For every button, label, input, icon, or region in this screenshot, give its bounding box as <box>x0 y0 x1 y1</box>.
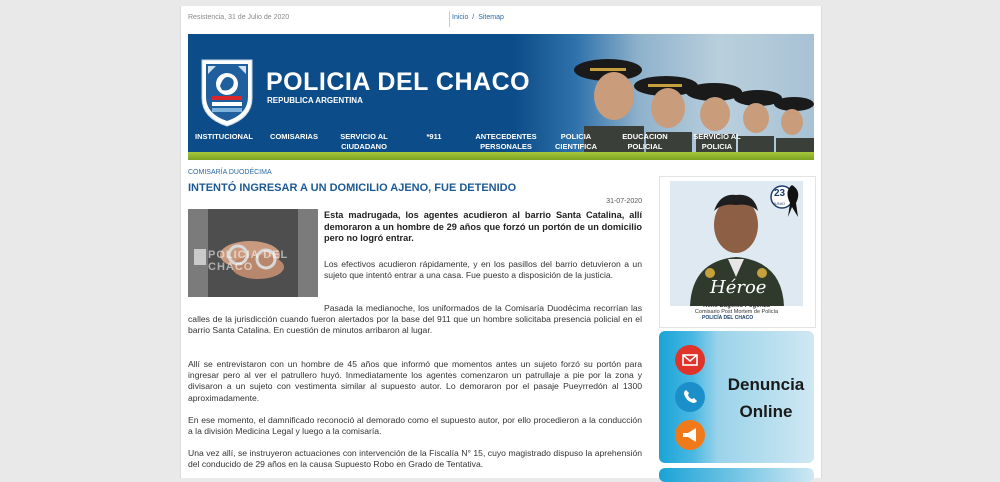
phone-icon <box>675 382 705 412</box>
hero-police-logo <box>702 315 753 321</box>
article-image[interactable] <box>188 209 318 297</box>
hero-photo <box>670 181 803 306</box>
logo-text: POLICÍA <box>702 315 723 321</box>
hero-day: 23 <box>774 188 786 199</box>
hero-caption <box>674 303 799 315</box>
denuncia-online-banner[interactable] <box>659 331 814 463</box>
police-shield-logo[interactable] <box>198 52 256 128</box>
nav-institucional[interactable] <box>192 132 256 142</box>
nav-label: INSTITUCIONAL <box>195 132 253 141</box>
nav-comisarias[interactable] <box>262 132 326 142</box>
link-separator: / <box>472 14 475 21</box>
denuncia-line: Denuncia <box>727 375 805 394</box>
article-paragraph: Allí se entrevistaron con un hombre de 45 años que informó que momentos antes un sujeto forzó su portón para ingresar pero al ver el patrullero huyó. Inmediatamente los agentes comenzaron un patrullaje a pie por la zona y divisaron a un sujeto con vestimenta similar al supuesto autor. Lo demoraron por el pasaje Pueyrredón al 1300 aproximadamente. <box>188 359 642 403</box>
hero-tribute-card[interactable] <box>659 176 816 328</box>
sitemap-link[interactable]: Sitemap <box>478 14 504 21</box>
next-sidebar-banner[interactable] <box>659 468 814 482</box>
nav-label: SERVICIO AL <box>693 132 741 141</box>
megaphone-icon <box>675 420 705 450</box>
site-title[interactable]: POLICIA DEL CHACO <box>266 68 531 96</box>
article-category[interactable]: COMISARÍA DUODÉCIMA <box>188 169 272 176</box>
nav-label: CIUDADANO <box>341 142 387 151</box>
hero-script-title: Héroe <box>710 277 767 298</box>
nav-policia-cientifica[interactable] <box>548 132 604 152</box>
article-paragraph: Una vez allí, se instruyeron actuaciones con intervención de la Fiscalía N° 15, cuyo magistrado dispuso la aprehensión del conducido de 29 años en la causa Supuesto Robo en Grado de Tentativa. <box>188 448 642 470</box>
logo-text: DEL CHACO <box>723 315 754 321</box>
nav-label: CIENTIFICA <box>554 142 598 151</box>
top-bar <box>181 6 821 32</box>
nav-educacion-policial[interactable] <box>614 132 676 152</box>
current-date: Resistencia, 31 de Julio de 2020 <box>188 14 290 21</box>
nav-label: POLICIA <box>560 132 592 141</box>
denuncia-online-label <box>721 371 811 425</box>
nav-label: COMISARIAS <box>270 132 318 141</box>
nav-label: ANTECEDENTES <box>475 132 537 141</box>
hero-month: JUNIO <box>773 201 785 206</box>
nav-label: *911 <box>426 132 442 141</box>
denuncia-line: Online <box>739 402 793 421</box>
hero-rank: Comisario Post Mortem de Policía <box>694 309 779 315</box>
banner-green-band <box>188 152 814 160</box>
nav-label: SERVICIO AL <box>340 132 388 141</box>
nav-servicio-policia[interactable] <box>684 132 750 152</box>
article-title[interactable]: INTENTÓ INGRESAR A UN DOMICILIO AJENO, FUE DETENIDO <box>188 182 517 194</box>
article-paragraph: Los efectivos acudieron rápidamente, y en los pasillos del barrio detuvieron a un sujeto que intentó entrar a una casa. Fue puesto a disposición de la justicia. <box>324 259 642 281</box>
top-links <box>452 14 504 21</box>
main-nav <box>188 132 814 152</box>
hero-name: René Eugenio Pogonza <box>703 303 770 309</box>
nav-label: POLICIAL <box>627 142 663 151</box>
page-container <box>180 6 822 478</box>
mail-icon <box>675 345 705 375</box>
nav-label: PERSONALES <box>480 142 532 151</box>
nav-servicio-ciudadano[interactable] <box>334 132 394 152</box>
nav-label: POLICIA <box>701 142 733 151</box>
article-date: 31-07-2020 <box>606 198 642 205</box>
home-link[interactable]: Inicio <box>452 14 469 21</box>
site-subtitle: REPUBLICA ARGENTINA <box>267 96 363 105</box>
top-divider <box>449 11 450 27</box>
nav-label: EDUCACION <box>622 132 668 141</box>
nav-911[interactable] <box>410 132 458 142</box>
article-paragraph: En ese momento, el damnificado reconoció al demorado como el supuesto autor, por ello procedieron a la conducción a la división Medicina Legal y luego a la comisaría. <box>188 415 642 437</box>
header-banner <box>188 34 814 152</box>
article-lead: Esta madrugada, los agentes acudieron al barrio Santa Catalina, allí demoraron a un hombre de 29 años que forzó un portón de un domicilio pero no logró entrar. <box>324 210 642 243</box>
article-paragraph: Pasada la medianoche, los uniformados de la Comisaría Duodécima recorrían las calles de la jurisdicción cuando fueron alertados por la base del 911 que un hombre solicitaba presencia policial en el barrio Santa Catalina. En cuestión de minutos arribaron al lugar. <box>188 303 642 336</box>
nav-antecedentes[interactable] <box>470 132 542 152</box>
image-watermark: POLICIA DEL CHACO <box>208 249 289 273</box>
